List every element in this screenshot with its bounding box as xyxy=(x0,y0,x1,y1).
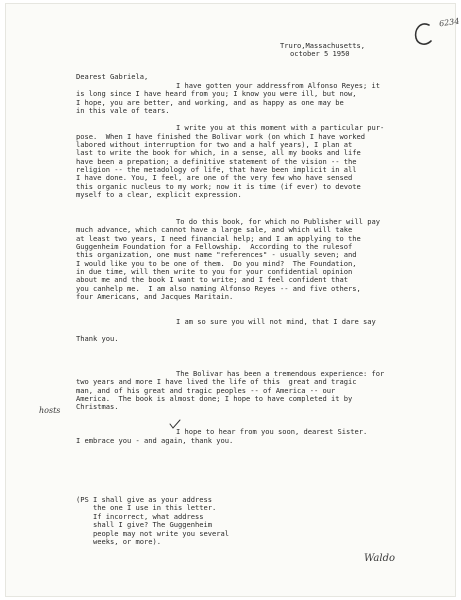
text-line: have been a prepation; a definitive statement of the vision -- the xyxy=(76,157,357,166)
text-line: To do this book, for which no Publisher will pay xyxy=(176,217,381,226)
text-line: in this vale of tears. xyxy=(76,106,170,115)
address: Truro,Massachusetts, xyxy=(280,41,366,50)
text-line: I have done. You, I feel, are one of the very few who have sensed xyxy=(76,173,353,182)
text-line: I have gotten your addressfrom Alfonso Reyes; it xyxy=(176,81,381,90)
text-line: people may not write you several xyxy=(76,529,230,538)
text-line: shall I give? The Guggenheim xyxy=(76,520,213,529)
text-line: two years and more I have lived the life of this great and tragic xyxy=(76,377,357,386)
text-line: If incorrect, what address xyxy=(76,512,204,521)
text-line: I am so sure you will not mind, that I dare say xyxy=(176,317,376,326)
text-line: Christmas. xyxy=(76,402,119,411)
text-line: pose. When I have finished the Bolivar work (on which I have worked xyxy=(76,132,366,141)
text-line: labored without interruption for two and a half years), I plan at xyxy=(76,140,353,149)
text-line: four Americans, and Jacques Maritain. xyxy=(76,292,234,301)
archive-number: 6234 xyxy=(438,16,460,29)
text-line: last to write the book for which, in a sense, all my books and life xyxy=(76,148,361,157)
date: october 5 1950 xyxy=(290,49,350,58)
text-line: you canhelp me. I am also naming Alfonso Reyes -- and five others, xyxy=(76,284,361,293)
text-line: America. The book is almost done; I hope to have completed it by xyxy=(76,394,353,403)
text-line: weeks, or more). xyxy=(76,537,162,546)
margin-note: hosts xyxy=(39,406,61,415)
text-line: I hope to hear from you soon, dearest Sister. xyxy=(176,427,368,436)
text-line: I write you at this moment with a particular pur- xyxy=(176,123,385,132)
text-line: (PS I shall give as your address xyxy=(76,495,213,504)
salutation: Dearest Gabriela, xyxy=(76,72,149,81)
text-line: myself to a clear, explicit expression. xyxy=(76,190,242,199)
text-line: the one I use in this letter. xyxy=(76,503,217,512)
text-line: is long since I have heard from you; I know you were ill, but now, xyxy=(76,89,357,98)
text-line: much advance, which cannot have a large sale, and which will take xyxy=(76,225,353,234)
text-line: I would like you to be one of them. Do you mind? The Foundation, xyxy=(76,259,357,268)
text-line: at least two years, I need financial help; and I am applying to the xyxy=(76,234,361,243)
text-line: about me and the book I want to write; and I feel confident that xyxy=(76,275,349,284)
text-line: I embrace you - and again, thank you. xyxy=(76,436,234,445)
signature: Waldo xyxy=(364,553,395,564)
circle-c-mark xyxy=(412,20,434,48)
text-line: I hope, you are better, and working, and as happy as one may be xyxy=(76,98,344,107)
text-line: in due time, will then write to you for your confidential opinion xyxy=(76,267,353,276)
text-line: religion -- the metadology of life, that have been implicit in all xyxy=(76,165,357,174)
text-line: this organic nucleus to my work; now it is time (if ever) to devote xyxy=(76,182,361,191)
text-line: Guggenheim Foundation for a Fellowship. According to the rulesof xyxy=(76,242,353,251)
text-line: Thank you. xyxy=(76,334,119,343)
text-line: The Bolivar has been a tremendous experience: for xyxy=(176,369,385,378)
text-line: this organization, one must name "references" - usually seven; and xyxy=(76,250,357,259)
text-line: man, and of his great and tragic peoples -- of America -- our xyxy=(76,386,336,395)
